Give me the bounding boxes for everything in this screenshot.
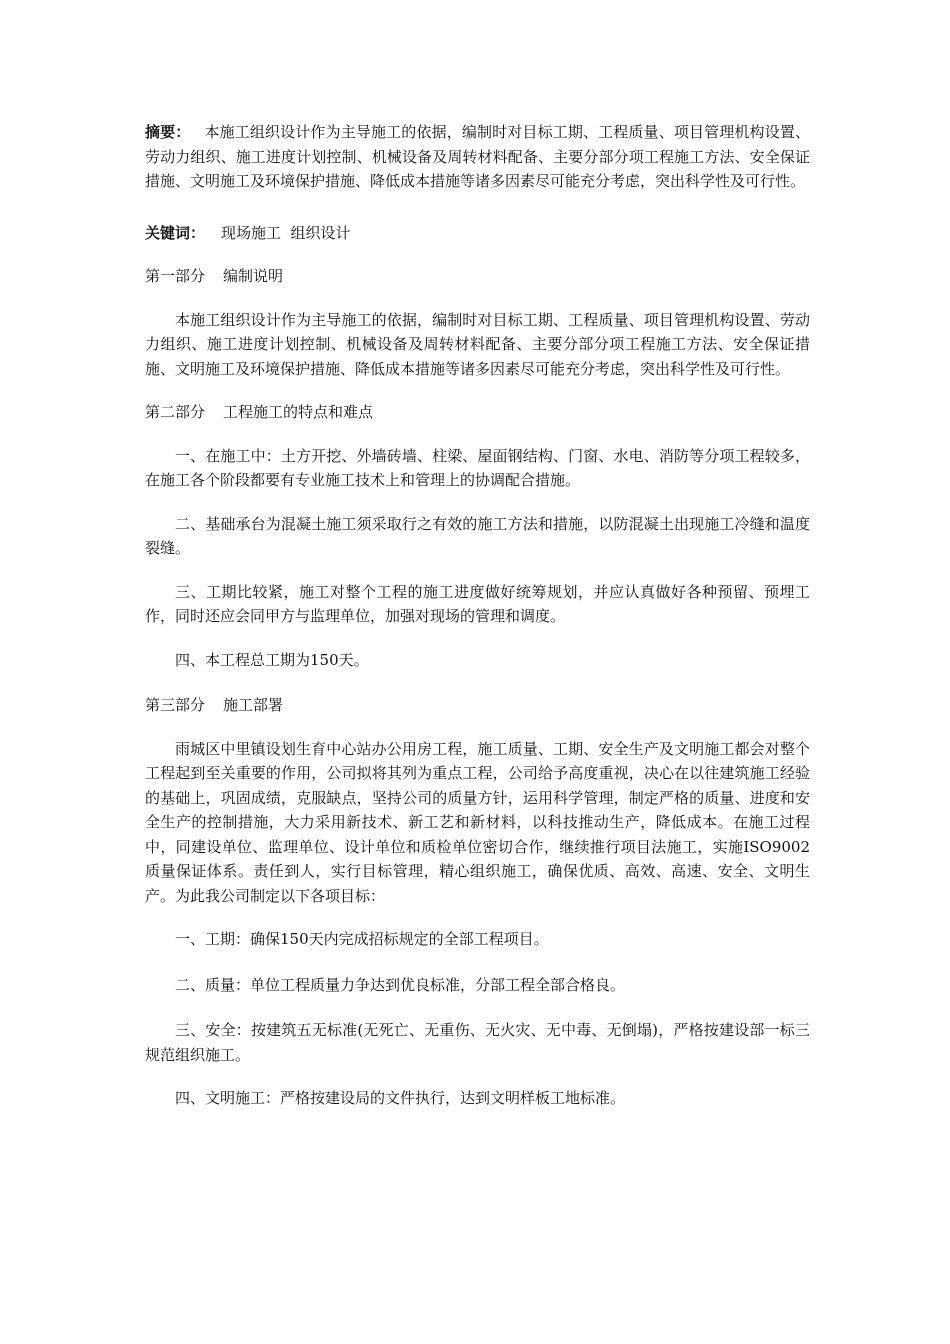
- section-title: 编制说明: [223, 267, 284, 285]
- section-number: 第三部分: [145, 696, 206, 714]
- section-heading-part3: [145, 693, 810, 718]
- keywords-label: 关键词：: [145, 223, 206, 242]
- section-number: 第二部分: [145, 403, 206, 421]
- paragraph: 三、安全：按建筑五无标准(无死亡、无重伤、无火灾、无中毒、无倒塌)，严格按建设部一标三规范组织施工。: [145, 1021, 810, 1064]
- section-heading-part2: [145, 400, 810, 425]
- document-page: [145, 120, 810, 1130]
- section-heading-part1: [145, 264, 810, 289]
- paragraph: 四、文明施工：严格按建设局的文件执行，达到文明样板工地标准。: [175, 1089, 626, 1107]
- paragraph: 雨城区中里镇设划生育中心站办公用房工程，施工质量、工期、安全生产及文明施工都会对整个工程起到至关重要的作用，公司拟将其列为重点工程，公司给予高度重视，决心在以往建筑施工经验的基础上，巩固成绩，克服缺点，坚持公司的质量方针，运用科学管理，制定严格的质量、进度和安全生产的控制措施，大力采用新技术、新工艺和新材料，以科技推动生产，降低成本。在施工过程中，同建设单位、监理单位、设计单位和质检单位密切合作，继续推行项目法施工，实施ISO9002质量保证体系。责任到人，实行目标管理，精心组织施工，确保优质、高效、高速、安全、文明生产。为此我公司制定以下各项目标：: [145, 739, 810, 905]
- paragraph: 二、质量：单位工程质量力争达到优良标准，分部工程全部合格良。: [175, 975, 626, 994]
- section-title: 施工部署: [223, 696, 284, 714]
- abstract: [145, 120, 810, 194]
- paragraph: 本施工组织设计作为主导施工的依据，编制时对目标工期、工程质量、项目管理机构设置、劳动力组织、施工进度计划控制、机械设备及周转材料配备、主要分部分项工程施工方法、安全保证措施、文明施工及环境保护措施、降低成本措施等诸多因素尽可能充分考虑，突出科学性及可行性。: [145, 310, 810, 378]
- abstract-text: 本施工组织设计作为主导施工的依据，编制时对目标工期、工程质量、项目管理机构设置、劳动力组织、施工进度计划控制、机械设备及周转材料配备、主要分部分项工程施工方法、安全保证措施、文明施工及环境保护措施、降低成本措施等诸多因素尽可能充分考虑，突出科学性及可行性。: [145, 123, 810, 190]
- paragraph: 二、基础承台为混凝土施工须采取行之有效的施工方法和措施，以防混凝土出现施工冷缝和温度裂缝。: [145, 514, 810, 557]
- paragraph: 一、在施工中：土方开挖、外墙砖墙、柱梁、屋面钢结构、门窗、水电、消防等分项工程较多，在施工各个阶段都要有专业施工技术上和管理上的协调配合措施。: [145, 446, 810, 489]
- paragraph: 三、工期比较紧，施工对整个工程的施工进度做好统筹规划，并应认真做好各种预留、预埋工作，同时还应会同甲方与监理单位，加强对现场的管理和调度。: [145, 582, 810, 625]
- section-title: 工程施工的特点和难点: [223, 403, 374, 421]
- keywords: [145, 221, 810, 246]
- keywords-text: 现场施工 组织设计: [221, 223, 351, 242]
- section-number: 第一部分: [145, 267, 206, 285]
- paragraph: 四、本工程总工期为150天。: [175, 650, 369, 669]
- abstract-label: 摘要：: [145, 123, 191, 141]
- paragraph: 一、工期：确保150天内完成招标规定的全部工程项目。: [175, 930, 549, 948]
